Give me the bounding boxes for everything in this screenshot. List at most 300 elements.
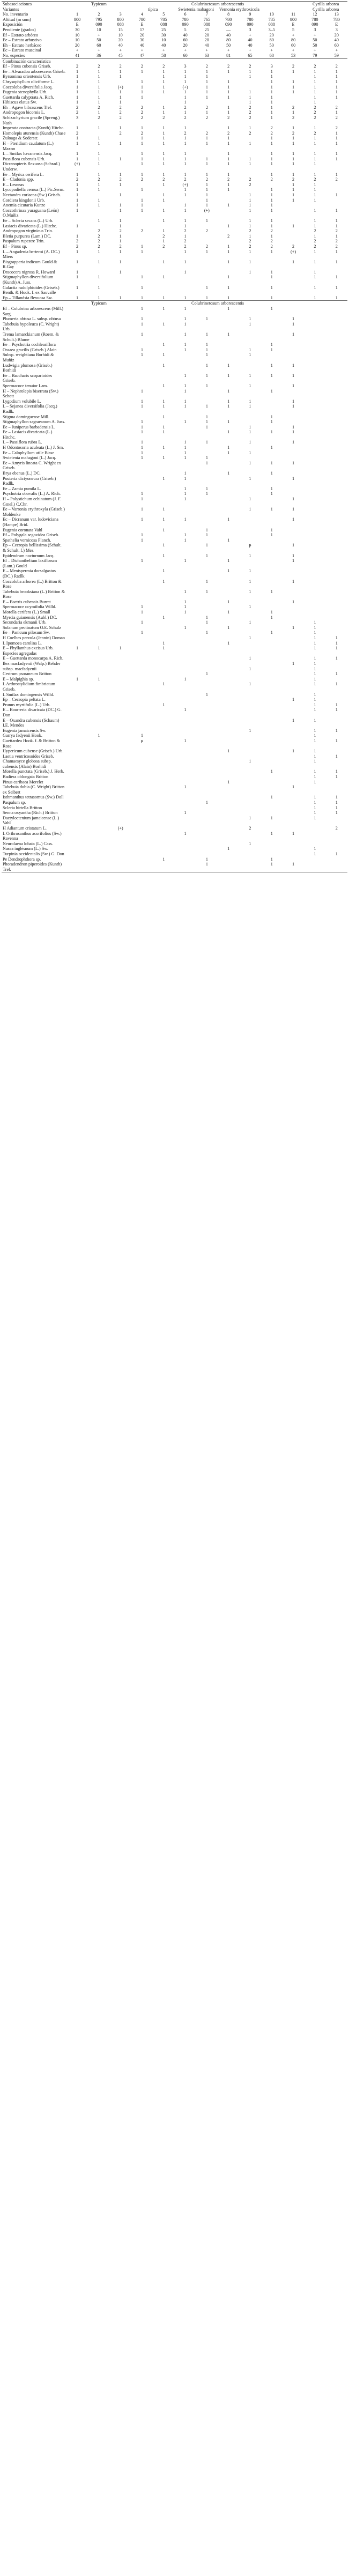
species-cell bbox=[261, 800, 283, 805]
species-cell: 1 bbox=[140, 151, 144, 157]
species-cell bbox=[196, 125, 218, 131]
species-cell: 1 bbox=[249, 100, 251, 105]
species-cell: 1 bbox=[314, 759, 316, 764]
species-cell bbox=[153, 316, 174, 322]
species-cell bbox=[196, 682, 218, 692]
species-label: L Smilax domingensis Willd. bbox=[3, 692, 54, 697]
species-cell: 1 bbox=[249, 269, 251, 275]
species-label: L – Smilax havanensis Jacq. bbox=[3, 151, 53, 157]
species-cell: 2 bbox=[140, 64, 144, 69]
section-characteristic bbox=[2, 58, 347, 64]
site-param-label: Ef – Estrato arbóreo bbox=[3, 32, 39, 38]
species-row bbox=[2, 151, 347, 157]
species-cell: 2 bbox=[184, 115, 187, 121]
species-cell: 1 bbox=[162, 74, 165, 79]
species-cell: 1 bbox=[335, 753, 338, 759]
species-cell: 1 bbox=[119, 192, 122, 197]
species-cell bbox=[326, 352, 347, 362]
species-cell bbox=[261, 517, 283, 527]
species-cell: 1 bbox=[98, 187, 100, 193]
species-cell bbox=[131, 697, 153, 702]
species-cell bbox=[283, 203, 304, 208]
site-param-cell: 60 bbox=[183, 53, 188, 58]
species-cell: 1 bbox=[119, 203, 122, 208]
species-cell bbox=[88, 651, 109, 656]
species-cell: 2 bbox=[98, 243, 100, 249]
species-cell bbox=[304, 419, 325, 425]
species-cell: 1 bbox=[314, 151, 316, 157]
species-row bbox=[2, 800, 347, 805]
site-param-cell: 65 bbox=[248, 53, 253, 58]
species-cell bbox=[66, 419, 88, 425]
species-cell: 1 bbox=[335, 69, 338, 74]
species-cell bbox=[283, 589, 304, 599]
species-cell: 1 bbox=[184, 90, 187, 95]
species-cell bbox=[239, 784, 261, 795]
species-cell: 1 bbox=[205, 69, 208, 74]
species-cell: 1 bbox=[205, 79, 208, 84]
species-cell bbox=[304, 414, 325, 420]
species-cell: 1 bbox=[335, 110, 338, 115]
species-cell bbox=[88, 461, 109, 471]
cyrilla-label: Cyrilla arborea bbox=[304, 2, 347, 7]
species-cell bbox=[239, 661, 261, 667]
species-cell bbox=[66, 641, 88, 646]
species-row bbox=[2, 769, 347, 774]
species-cell bbox=[131, 805, 153, 811]
species-cell bbox=[304, 455, 325, 461]
species-cell bbox=[88, 404, 109, 414]
species-cell bbox=[131, 625, 153, 631]
species-row bbox=[2, 414, 347, 420]
species-cell bbox=[66, 831, 88, 841]
species-cell bbox=[88, 774, 109, 780]
species-cell: 1 bbox=[227, 94, 230, 100]
species-cell: 1 bbox=[261, 862, 283, 872]
species-cell: 1 bbox=[76, 223, 79, 228]
species-row bbox=[2, 399, 347, 404]
species-cell: 1 bbox=[184, 125, 187, 131]
species-cell bbox=[261, 754, 283, 759]
species-cell: 2 bbox=[227, 115, 230, 121]
species-row bbox=[2, 702, 347, 708]
species-row bbox=[2, 656, 347, 661]
species-cell bbox=[326, 347, 347, 353]
species-cell: (+) bbox=[182, 84, 188, 90]
species-cell bbox=[283, 671, 304, 677]
species-row bbox=[2, 445, 347, 450]
species-cell bbox=[66, 476, 88, 486]
species-cell bbox=[261, 399, 283, 404]
species-cell bbox=[174, 816, 196, 826]
species-cell bbox=[153, 677, 174, 682]
species-cell bbox=[131, 363, 153, 373]
species-cell bbox=[131, 671, 153, 677]
species-label: Spermacoce tenuior Lam. bbox=[3, 383, 48, 388]
species-cell bbox=[218, 270, 239, 275]
species-cell bbox=[66, 553, 88, 559]
species-cell: 2 bbox=[335, 125, 338, 131]
species-cell bbox=[261, 805, 283, 811]
species-cell bbox=[88, 620, 109, 625]
species-row bbox=[2, 486, 347, 492]
species-cell bbox=[218, 769, 239, 774]
species-cell: 1 bbox=[227, 79, 230, 84]
species-cell: 1 bbox=[205, 630, 208, 635]
site-param-cell: 20 bbox=[183, 42, 188, 48]
species-cell bbox=[66, 425, 88, 430]
species-cell bbox=[153, 100, 174, 105]
species-row bbox=[2, 249, 347, 260]
species-cell: 1 bbox=[249, 141, 251, 146]
species-cell bbox=[326, 476, 347, 486]
species-cell: 1 bbox=[76, 136, 79, 141]
species-row bbox=[2, 862, 347, 872]
species-cell bbox=[174, 852, 196, 857]
species-cell bbox=[196, 810, 218, 816]
species-cell: 1 bbox=[227, 84, 230, 90]
species-cell: 1 bbox=[335, 233, 338, 239]
site-param-cell: 090 bbox=[311, 22, 318, 27]
species-cell: 1 bbox=[249, 815, 251, 820]
species-cell: 1 bbox=[162, 507, 165, 512]
species-cell bbox=[326, 497, 347, 507]
species-cell bbox=[326, 543, 347, 553]
species-cell bbox=[110, 615, 131, 620]
species-cell bbox=[326, 718, 347, 728]
species-cell: 1 bbox=[140, 295, 144, 300]
species-cell bbox=[283, 528, 304, 533]
species-cell: 2 bbox=[162, 115, 165, 121]
species-cell: 1 bbox=[227, 243, 230, 249]
species-cell bbox=[261, 558, 283, 568]
species-cell: 1 bbox=[335, 84, 338, 90]
species-cell: 1 bbox=[184, 604, 187, 610]
species-row bbox=[2, 471, 347, 476]
site-param-label: Ee – Estrato arbustivo bbox=[3, 38, 42, 43]
species-row bbox=[2, 193, 347, 198]
species-cell: 1 bbox=[119, 208, 122, 213]
species-cell: 1 bbox=[184, 404, 187, 409]
site-param-cell: 30 bbox=[161, 32, 166, 38]
species-cell bbox=[218, 862, 239, 872]
species-cell bbox=[283, 419, 304, 425]
species-cell: 1 bbox=[292, 749, 295, 754]
species-cell: 1 bbox=[205, 589, 208, 594]
vegetation-table-document bbox=[2, 1, 347, 872]
species-cell bbox=[283, 707, 304, 717]
species-cell bbox=[88, 131, 109, 136]
species-row bbox=[2, 105, 347, 110]
species-cell bbox=[153, 589, 174, 599]
species-cell bbox=[153, 784, 174, 795]
species-cell: 1 bbox=[292, 321, 295, 327]
species-cell bbox=[283, 754, 304, 759]
species-cell: 1 bbox=[314, 702, 316, 707]
species-cell bbox=[326, 342, 347, 347]
species-cell bbox=[283, 656, 304, 661]
species-cell bbox=[261, 625, 283, 631]
species-cell bbox=[88, 306, 109, 316]
species-cell bbox=[131, 568, 153, 579]
species-cell bbox=[66, 538, 88, 543]
species-cell: 1 bbox=[283, 862, 304, 872]
species-cell bbox=[88, 389, 109, 399]
species-label: Morella punctata (Griseb.) J. Herb. bbox=[3, 769, 64, 774]
species-cell: 1 bbox=[98, 172, 100, 177]
species-cell: 1 bbox=[162, 404, 165, 409]
species-cell bbox=[110, 507, 131, 517]
species-cell: 1 bbox=[140, 79, 144, 84]
species-label: H Adiantum cristatum L. bbox=[3, 826, 47, 831]
subassociation-row bbox=[2, 2, 347, 7]
species-cell: 1 bbox=[98, 141, 100, 146]
species-cell bbox=[131, 270, 153, 275]
species-cell: 1 bbox=[162, 259, 165, 264]
species-row bbox=[2, 646, 347, 651]
species-cell: 2 bbox=[119, 228, 122, 234]
species-cell bbox=[131, 234, 153, 239]
species-cell: 1 bbox=[335, 156, 338, 161]
species-row bbox=[2, 733, 347, 738]
species-cell bbox=[66, 707, 88, 717]
species-cell: 1 bbox=[162, 702, 165, 707]
species-cell: 2 bbox=[119, 110, 122, 115]
species-row bbox=[2, 234, 347, 239]
species-cell: 1 bbox=[98, 94, 100, 100]
species-cell: 1 bbox=[162, 84, 165, 90]
species-cell: 1 bbox=[314, 182, 316, 187]
species-cell: 1 bbox=[227, 136, 230, 141]
species-cell bbox=[153, 780, 174, 785]
variant-cyrilla: Cyrilla arborea bbox=[312, 6, 339, 12]
species-cell bbox=[131, 553, 153, 559]
species-cell bbox=[174, 826, 196, 831]
species-row bbox=[2, 285, 347, 295]
species-cell bbox=[326, 425, 347, 430]
species-cell: 1 bbox=[314, 295, 316, 300]
species-cell bbox=[110, 774, 131, 780]
species-cell: 1 bbox=[270, 269, 273, 275]
species-cell bbox=[88, 455, 109, 461]
site-param-cell: 800 bbox=[73, 17, 81, 22]
species-cell bbox=[304, 203, 325, 208]
species-cell bbox=[218, 697, 239, 702]
species-cell: 1 bbox=[335, 74, 338, 79]
species-cell bbox=[304, 383, 325, 389]
species-cell bbox=[66, 769, 88, 774]
species-cell: 1 bbox=[292, 197, 295, 203]
species-cell bbox=[261, 780, 283, 785]
species-cell bbox=[88, 738, 109, 749]
site-param-cell: E bbox=[335, 22, 338, 27]
species-cell: 1 bbox=[98, 161, 100, 167]
species-cell: 1 bbox=[292, 316, 295, 322]
species-row bbox=[2, 491, 347, 497]
species-cell bbox=[283, 538, 304, 543]
species-cell bbox=[88, 440, 109, 445]
species-cell: 1 bbox=[335, 728, 338, 733]
species-cell bbox=[88, 625, 109, 631]
species-cell: 1 bbox=[292, 398, 295, 404]
species-cell: 1 bbox=[335, 285, 338, 290]
species-cell bbox=[218, 784, 239, 795]
species-cell bbox=[326, 491, 347, 497]
species-cell bbox=[88, 553, 109, 559]
species-cell bbox=[88, 599, 109, 605]
site-param-cell: 30 bbox=[139, 38, 145, 43]
site-parameters bbox=[2, 12, 347, 58]
species-cell: 1 bbox=[249, 249, 251, 254]
species-cell: 1 bbox=[292, 90, 295, 95]
species-cell: 1 bbox=[314, 161, 316, 167]
species-cell bbox=[110, 430, 131, 440]
species-cell: 1 bbox=[249, 497, 251, 501]
species-cell bbox=[174, 620, 196, 625]
species-cell bbox=[110, 620, 131, 625]
species-label: Trema lamarckianum (Roem. & Schult.) Blume bbox=[3, 332, 59, 342]
species-label: Subsp. weightiana Borhidi & Muñiz bbox=[3, 352, 54, 362]
species-cell: 1 bbox=[205, 543, 208, 548]
species-cell: 1 bbox=[162, 69, 165, 74]
species-label: Ee – Scleria secans (L.) Urb. bbox=[3, 218, 54, 223]
species-cell bbox=[88, 707, 109, 717]
species-cell: 2 bbox=[184, 130, 187, 136]
species-cell: 1 bbox=[314, 69, 316, 74]
species-cell: 1 bbox=[98, 275, 100, 280]
site-param-cell: 40 bbox=[334, 38, 339, 43]
species-cell bbox=[174, 661, 196, 667]
species-cell: 2 bbox=[292, 115, 295, 121]
species-cell: 1 bbox=[184, 94, 187, 100]
species-cell: 1 bbox=[270, 161, 273, 167]
species-row bbox=[2, 461, 347, 471]
species-label: Andropogon bicornis L. bbox=[3, 110, 45, 115]
species-cell bbox=[304, 841, 325, 847]
species-label: Ef – Colubrina arborescens (Mill.) Sarg. bbox=[3, 306, 64, 316]
species-cell: 1 bbox=[314, 620, 316, 625]
species-cell bbox=[110, 425, 131, 430]
species-cell bbox=[88, 661, 109, 667]
species-cell: 1 bbox=[184, 738, 187, 743]
species-label: Guettardea Hook. f. & Britton & Rose bbox=[3, 738, 61, 749]
species-cell: 1 bbox=[205, 74, 208, 79]
site-param-cell: 20 bbox=[204, 32, 209, 38]
species-cell: 2 bbox=[227, 177, 230, 182]
species-cell bbox=[239, 692, 261, 698]
species-cell bbox=[88, 399, 109, 404]
species-cell: 1 bbox=[292, 579, 295, 584]
species-cell bbox=[110, 738, 131, 749]
species-cell bbox=[239, 445, 261, 450]
species-cell bbox=[66, 784, 88, 795]
species-cell bbox=[88, 702, 109, 708]
site-param-cell: 785 bbox=[268, 17, 275, 22]
species-cell bbox=[326, 857, 347, 862]
species-cell bbox=[110, 667, 131, 672]
species-cell bbox=[218, 646, 239, 651]
species-row bbox=[2, 316, 347, 322]
species-row bbox=[2, 244, 347, 249]
species-cell bbox=[88, 697, 109, 702]
species-cell bbox=[283, 615, 304, 620]
site-param-row bbox=[2, 27, 347, 33]
species-cell bbox=[239, 733, 261, 738]
species-cell: 1 bbox=[249, 553, 251, 558]
species-row bbox=[2, 141, 347, 151]
species-cell: 1 bbox=[249, 347, 251, 352]
species-cell: 1 bbox=[119, 269, 122, 275]
species-row bbox=[2, 589, 347, 599]
species-cell bbox=[283, 641, 304, 646]
site-param-cell: 088 bbox=[268, 22, 275, 27]
species-cell bbox=[239, 491, 261, 497]
species-cell: 1 bbox=[335, 702, 338, 707]
species-cell bbox=[174, 461, 196, 471]
species-cell: 1 bbox=[98, 646, 100, 651]
species-cell bbox=[261, 404, 283, 414]
species-cell bbox=[196, 816, 218, 826]
species-cell: 1 bbox=[162, 321, 165, 327]
species-cell: 1 bbox=[270, 84, 273, 90]
species-cell bbox=[261, 651, 283, 656]
species-cell bbox=[196, 805, 218, 811]
species-cell: 2 bbox=[205, 130, 208, 136]
species-cell bbox=[261, 682, 283, 692]
species-cell: 1 bbox=[249, 383, 251, 388]
species-cell: 2 bbox=[314, 105, 316, 110]
species-cell: 1 bbox=[98, 218, 100, 223]
species-cell bbox=[131, 383, 153, 389]
species-cell: 2 bbox=[249, 64, 251, 69]
site-param-cell: 40 bbox=[248, 42, 253, 48]
species-cell: 1 bbox=[227, 779, 230, 784]
typicum-label: Typicum bbox=[66, 2, 131, 7]
species-cell bbox=[304, 373, 325, 383]
species-cell: 2 bbox=[98, 105, 100, 110]
species-cell: 2 bbox=[119, 177, 122, 182]
species-cell bbox=[88, 728, 109, 734]
species-cell bbox=[131, 476, 153, 486]
species-label: Lygodium volubile L. bbox=[3, 398, 41, 404]
species-cell: 1 bbox=[227, 471, 230, 476]
species-cell bbox=[261, 646, 283, 651]
species-cell bbox=[131, 702, 153, 708]
species-cell: 1 bbox=[227, 749, 230, 754]
species-cell: 1 bbox=[162, 275, 165, 280]
species-cell bbox=[174, 795, 196, 800]
species-row bbox=[2, 635, 347, 641]
species-cell: 1 bbox=[335, 769, 338, 774]
species-cell: 1 bbox=[98, 259, 100, 264]
species-cell bbox=[283, 306, 304, 316]
species-cell: 2 bbox=[227, 130, 230, 136]
species-label: Imperata contracta (Kunth) Hitchc. bbox=[3, 125, 65, 131]
species-cell: 1 bbox=[76, 646, 79, 651]
species-cell bbox=[283, 692, 304, 698]
species-row bbox=[2, 553, 347, 559]
species-cell bbox=[66, 558, 88, 568]
site-param-row bbox=[2, 33, 347, 38]
species-cell bbox=[174, 285, 196, 295]
species-row bbox=[2, 389, 347, 399]
species-cell bbox=[110, 532, 131, 538]
species-cell: 2 bbox=[314, 177, 316, 182]
species-cell bbox=[110, 728, 131, 734]
species-row bbox=[2, 430, 347, 440]
species-cell bbox=[218, 800, 239, 805]
site-param-cell: + bbox=[119, 48, 122, 53]
